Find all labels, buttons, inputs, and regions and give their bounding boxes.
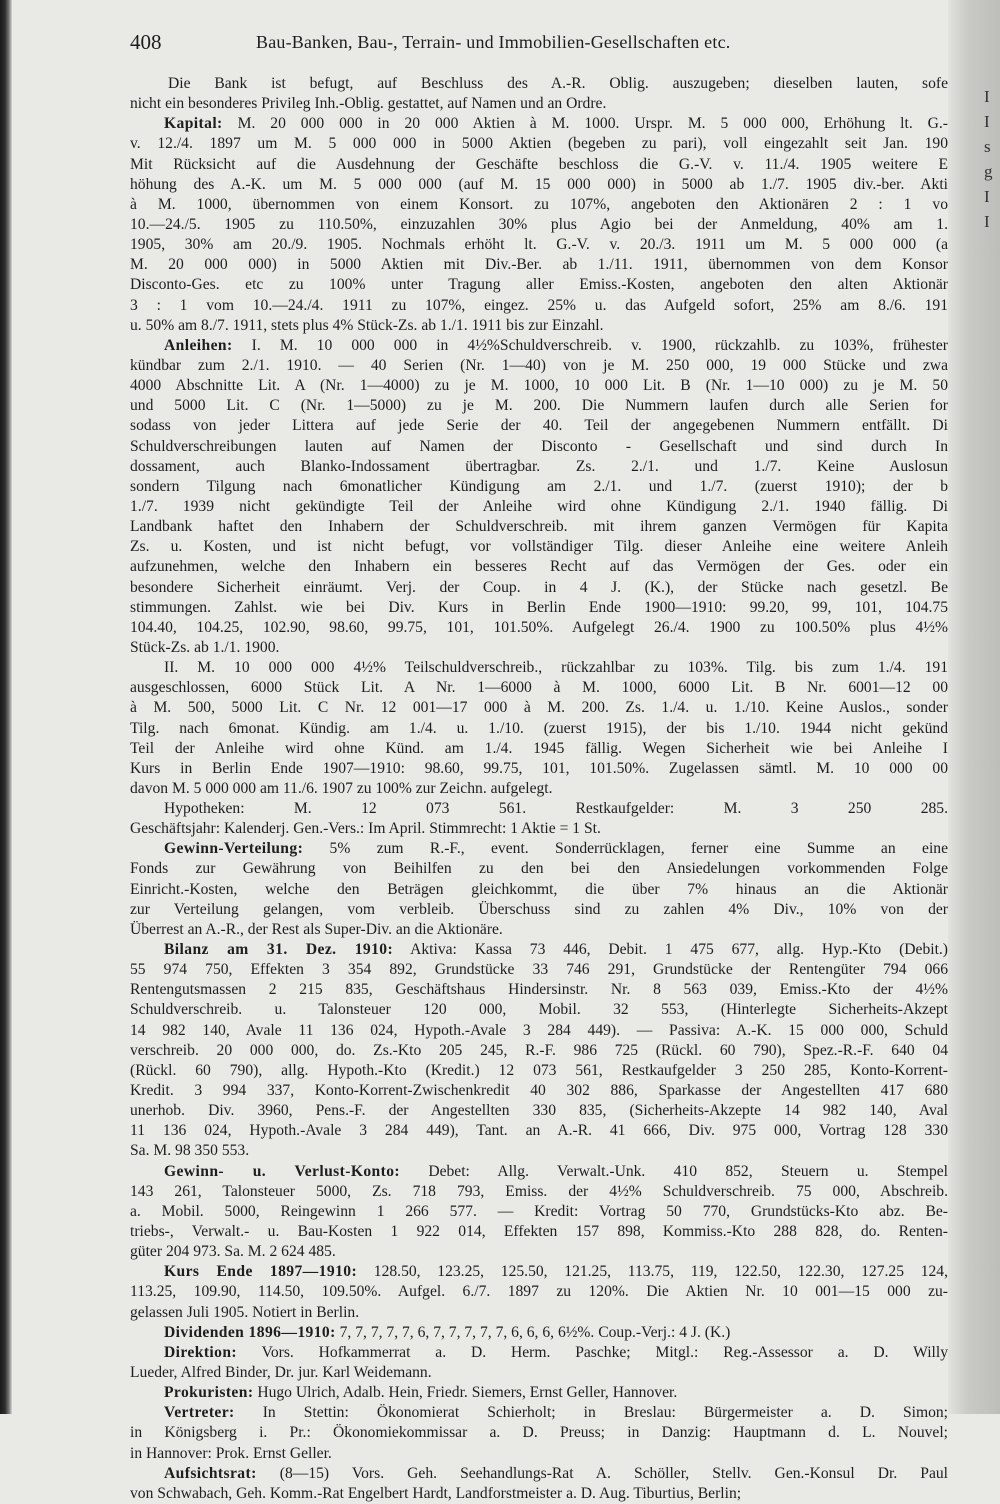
line-text: Vors. Hofkammerrat a. D. Herm. Paschke; Mitgl.: Reg.-Assessor a. D. Willy [261,1343,948,1361]
page-number: 408 [130,30,162,54]
line-text: zur Verteilung gelangen, vom verbleib. Überschuss sind zu zahlen 4% Div., 10% von der [130,900,948,918]
paragraph [130,114,948,336]
text-line [130,1323,948,1343]
line-text: Disconto-Ges. etc zu 100% unter Tragung aller Emiss.-Kosten, angeboten den alten Aktionär [130,276,948,294]
text-line [130,1000,948,1020]
text-line [130,1081,948,1101]
text-line [130,155,948,175]
line-text: Einricht.-Kosten, welche den Beträgen gleichkommt, die über 7% hinaus an die Aktionär [130,880,948,898]
line-text: höhung des A.-K. um M. 5 000 000 (auf M. 15 000 000) in 5000 ab 1./7. 1905 div.-ber. Akti [130,175,948,193]
section-label: Kurs Ende 1897—1910: [164,1263,358,1281]
right-margin-fragments [984,84,994,234]
line-text: Geschäftsjahr: Kalenderj. Gen.-Vers.: Im April. Stimmrecht: 1 Aktie = 1 St. [130,820,601,838]
text-line [130,275,948,295]
text-line [130,1041,948,1061]
text-line [130,296,948,316]
text-line [130,1182,948,1202]
text-line [130,1343,948,1363]
margin-fragment: g [984,162,993,181]
line-text: Hugo Ulrich, Adalb. Hein, Friedr. Siemers, Ernst Geller, Hannover. [257,1384,678,1402]
text-line [130,819,948,839]
document-page [130,30,948,1502]
line-text: Mit Rücksicht auf die Ausdehnung der Geschäfte beschloss die G.-V. v. 11./4. 1905 weitere E [130,155,948,173]
line-text: sondern Tilgung nach 6monatlicher Kündigung am 2./1. und 1./7. (zuerst 1910); der b [130,477,948,495]
text-line [130,638,948,658]
text-line [130,1061,948,1081]
line-text: sodass von jeder Littera auf jede Serie der 40. Teil der angegebenen Nummern entfällt. Di [130,417,948,435]
text-line [130,920,948,940]
text-line [130,477,948,497]
text-line [130,94,948,114]
line-text: Debet: Allg. Verwalt.-Unk. 410 852, Steuern u. Stempel [428,1162,948,1180]
paragraph [130,839,948,940]
line-text: (Rückl. 60 790), allg. Hypoth.-Kto (Kredit.) 12 073 561, Restkaufgelder 3 250 285, Konto-Korrent- [130,1061,948,1079]
section-label: Gewinn- u. Verlust-Konto: [164,1162,401,1180]
text-line [130,1101,948,1121]
text-line [130,759,948,779]
text-line [130,114,948,134]
line-text: Zs. u. Kosten, und ist nicht befugt, vor vollständiger Tilg. dieser Anleihe eine weitere Anleih [130,538,948,556]
line-text: Hypotheken: M. 12 073 561. Restkaufgelder: M. 3 250 285. [164,800,948,818]
line-text: Kredit. 3 994 337, Konto-Korrent-Zwischenkredit 40 302 886, Sparkasse der Angestellten 417 680 [130,1082,948,1100]
line-text: 14 982 140, Avale 11 136 024, Hypoth.-Avale 3 284 449). — Passiva: A.-K. 15 000 000, Schuld [130,1021,948,1039]
line-text: 143 261, Talonsteuer 5000, Zs. 718 793, Emiss. der 4½% Schuldverschreib. 75 000, Abschreib. [130,1182,948,1200]
text-line [130,74,948,94]
text-line [130,598,948,618]
paragraph [130,336,948,658]
text-line [130,416,948,436]
section-label: Prokuristen: [164,1384,254,1402]
line-text: von Schwabach, Geh. Komm.-Rat Engelbert Hardt, Landforstmeister a. D. Aug. Tiburtius, Berlin; [130,1484,742,1502]
line-text: ausgeschlossen, 6000 Stück Lit. A Nr. 1—6000 à M. 1000, 6000 Lit. B Nr. 6001—12 00 [130,679,948,697]
line-text: 3 : 1 vom 10.—24./4. 1911 zu 107%, eingez. 25% u. das Aufgeld sofort, 25% am 8./6. 191 [130,296,948,314]
text-line [130,578,948,598]
line-text: Kurs in Berlin Ende 1907—1910: 98.60, 99.75, 101, 101.50%. Zugelassen sämtl. M. 10 000 00 [130,759,948,777]
line-text: Überrest an A.-R., der Rest als Super-Div. an die Aktionäre. [130,920,503,938]
line-text: unerhob. Div. 3960, Pens.-F. der Angestellten 330 835, (Sicherheits-Akzepte 14 982 140, Aval [130,1102,948,1120]
line-text: in Hannover: Prok. Ernst Geller. [130,1444,332,1462]
text-line [130,980,948,1000]
section-label: Vertreter: [164,1404,235,1422]
margin-fragment: s [984,137,991,156]
line-text: 128.50, 123.25, 125.50, 121.25, 113.75, 119, 122.50, 122.30, 127.25 124, [373,1263,948,1281]
paragraph [130,658,948,799]
line-text: 11 136 024, Hypoth.-Avale 3 284 449), Tant. an A.-R. 41 666, Div. 975 000, Vortrag 128 330 [130,1122,948,1140]
line-text: Lueder, Alfred Binder, Dr. jur. Karl Weidemann. [130,1364,432,1381]
line-text: à M. 1000, übernommen von einem Konsort. zu 107%, angeboten den Aktionären 2 : 1 vo [130,195,948,213]
text-line [130,739,948,759]
line-text: dossament, auch Blanko-Indossament übertragbar. Zs. 2./1. und 1./7. Keine Auslosun [130,457,948,475]
text-line [130,1202,948,1222]
text-line [130,457,948,477]
text-line [130,960,948,980]
text-line [130,698,948,718]
text-line [130,517,948,537]
text-line [130,537,948,557]
text-line [130,839,948,859]
text-line [130,1444,948,1464]
text-line [130,880,948,900]
line-text: Landbank haftet den Inhabern der Schuldverschreib. mit ihrem ganzen Vermögen für Kapita [130,518,948,536]
text-line [130,1021,948,1041]
section-label: Kapital: [164,115,223,133]
text-line [130,316,948,336]
scan-left-edge [0,0,12,1414]
text-line [130,1121,948,1141]
line-text: in Königsberg i. Pr.: Ökonomiekommissar a. D. Preuss; in Danzig: Hauptmann d. L. Nouvel; [130,1424,948,1442]
text-line [130,1282,948,1302]
section-label: Direktion: [164,1343,238,1361]
line-text: Aktiva: Kassa 73 446, Debit. 1 475 677, allg. Hyp.-Kto (Debit.) [410,941,948,959]
line-text: 113.25, 109.90, 114.50, 109.50%. Aufgel. 6./7. 1897 zu 120%. Die Aktien Nr. 10 001—15 000 zu- [130,1283,948,1301]
line-text: 7, 7, 7, 7, 7, 6, 7, 7, 7, 7, 7, 6, 6, 6, 6½%. Coup.-Verj.: 4 J. (K.) [339,1323,731,1341]
text-line [130,779,948,799]
line-text: II. M. 10 000 000 4½% Teilschuldverschreib., rückzahlbar zu 103%. Tilg. bis zum 1./4. 191 [164,659,948,677]
text-line [130,437,948,457]
paragraph [130,1403,948,1463]
paragraph [130,1383,948,1403]
section-label: Gewinn-Verteilung: [164,840,304,858]
text-line [130,1222,948,1242]
line-text: gelassen Juli 1905. Notiert in Berlin. [130,1303,360,1321]
line-text: güter 204 973. Sa. M. 2 624 485. [130,1243,336,1261]
margin-fragment: I [984,87,990,106]
page-header [130,30,948,60]
line-text: (8—15) Vors. Geh. Seehandlungs-Rat A. Schöller, Stellv. Gen.-Konsul Dr. Paul [279,1464,948,1482]
text-line [130,557,948,577]
paragraph [130,1464,948,1504]
margin-fragment: I [984,212,990,231]
line-text: 10.—24./5. 1905 zu 110.50%, einzuzahlen 30% plus Agio bei der Anmeldung, 40% am 1. [130,215,948,233]
line-text: besondere Sicherheit einräumt. Verj. der Coup. in 4 J. (K.), der Stücke nach gesetzl. Be [130,578,948,596]
line-text: nicht ein besonderes Privileg Inh.-Oblig. gestattet, auf Namen und an Ordre. [130,95,607,113]
line-text: a. Mobil. 5000, Reingewinn 1 266 577. — Kredit: Vortrag 50 770, Grundstücks-Kto abz. Be- [130,1202,948,1220]
text-line [130,497,948,517]
line-text: Die Bank ist befugt, auf Beschluss des A.-R. Oblig. auszugeben; dieselben lauten, sofe [168,75,948,92]
section-label: Anleihen: [164,336,233,354]
line-text: 104.40, 104.25, 102.90, 98.60, 99.75, 101, 101.50%. Aufgelegt 26./4. 1900 zu 100.50% plus 4½% [130,618,948,636]
text-line [130,678,948,698]
running-title: Bau-Banken, Bau-, Terrain- und Immobilien-Gesellschaften etc. [256,32,731,52]
text-line [130,859,948,879]
line-text: Schuldverschreibungen lauten auf Namen der Disconto - Gesellschaft und sind durch In [130,437,948,455]
text-line [130,618,948,638]
text-line [130,1484,948,1504]
text-line [130,1303,948,1323]
paragraph [130,1323,948,1343]
text-line [130,1403,948,1423]
line-text: Teil der Anleihe wird ohne Künd. am 1./4. 1945 fällig. Wegen Sicherheit wie bei Anleihe I [130,739,948,757]
text-line [130,215,948,235]
text-line [130,940,948,960]
text-line [130,336,948,356]
line-text: M. 20 000 000) in 5000 Aktien mit Div.-Ber. ab 1./11. 1911, übernommen von dem Konsor [130,256,948,274]
text-line [130,356,948,376]
text-line [130,1423,948,1443]
margin-fragment: I [984,187,990,206]
paragraph [130,1262,948,1322]
text-line [130,1464,948,1484]
text-line [130,799,948,819]
text-line [130,1383,948,1403]
line-text: à M. 500, 5000 Lit. C Nr. 12 001—17 000 à M. 200. Zs. 1./4. u. 1./10. Keine Auslos., sonder [130,699,948,717]
line-text: davon M. 5 000 000 am 11./6. 1907 zu 100% zur Zeichn. aufgelegt. [130,779,553,797]
text-line [130,1162,948,1182]
line-text: aufzunehmen, welche den Inhabern ein besseres Recht auf das Vermögen der Ges. oder ein [130,558,948,576]
paragraph [130,1162,948,1263]
line-text: und 5000 Lit. C (Nr. 1—5000) zu je M. 200. Die Nummern laufen durch alle Serien for [130,397,948,415]
line-text: triebs-, Verwalt.- u. Bau-Kosten 1 922 014, Effekten 157 898, Kommiss.-Kto 288 828, do. Renten- [130,1223,948,1241]
text-line [130,900,948,920]
paragraph [130,1343,948,1383]
text-line [130,235,948,255]
text-line [130,1262,948,1282]
line-text: 1905, 30% am 20./9. 1905. Nochmals erhöht lt. G.-V. v. 20./3. 1911 um M. 5 000 000 (a [130,236,948,254]
line-text: verschreib. 20 000 000, do. Zs.-Kto 205 245, R.-F. 986 725 (Rückl. 60 790), Spez.-R.-F. 640 04 [130,1041,948,1059]
line-text: 5% zum R.-F., event. Sonderrücklagen, ferner eine Summe an eine [329,840,948,858]
line-text: Fonds zur Gewährung von Beihilfen zu den bei den Ansiedelungen vorkommenden Folge [130,860,948,878]
line-text: kündbar zum 2./1. 1910. — 40 Serien (Nr. 1—40) von je M. 250 000, 19 000 Stücke und zwa [130,356,948,374]
line-text: Rentengutsmassen 2 215 835, Geschäftshaus Hindersinstr. Nr. 8 563 039, Emiss.-Kto der 4½% [130,981,948,999]
text-line [130,134,948,154]
line-text: I. M. 10 000 000 in 4½%Schuldverschreib. v. 1900, rückzahlb. zu 103%, frühester [251,336,948,354]
text-line [130,396,948,416]
line-text: Sa. M. 98 350 553. [130,1142,250,1160]
text-line [130,175,948,195]
text-line [130,658,948,678]
text-line [130,719,948,739]
line-text: 1./7. 1939 nicht gekündigte Teil der Anleihe wird ohne Kündigung 2./1. 1940 fällig. Di [130,497,948,515]
paragraph [130,74,948,114]
text-line [130,1141,948,1161]
line-text: 4000 Abschnitte Lit. A (Nr. 1—4000) zu je M. 1000, 10 000 Lit. B (Nr. 1—10 000) zu je M. 50 [130,377,948,395]
text-line [130,255,948,275]
section-label: Dividenden 1896—1910: [164,1323,336,1341]
line-text: v. 12./4. 1897 um M. 5 000 000 in 5000 Aktien (begeben zu pari), voll eingezahlt seit Jan. 190 [130,135,948,153]
margin-fragment: I [984,112,990,131]
section-label: Aufsichtsrat: [164,1464,257,1482]
section-label: Bilanz am 31. Dez. 1910: [164,941,394,959]
line-text: stimmungen. Zahlst. wie bei Div. Kurs in Berlin Ende 1900—1910: 99.20, 99, 101, 104.75 [130,598,948,616]
text-line [130,1363,948,1383]
text-line [130,195,948,215]
paragraph [130,940,948,1162]
text-line [130,376,948,396]
line-text: u. 50% am 8./7. 1911, stets plus 4% Stück-Zs. ab 1./1. 1911 bis zur Einzahl. [130,316,604,334]
line-text: 55 974 750, Effekten 3 354 892, Grundstücke 33 746 291, Grundstücke der Rentengüter 794 066 [130,961,948,979]
line-text: Schuldverschreib. u. Talonsteuer 120 000, Mobil. 32 553, (Hinterlegte Sicherheits-Akzept [130,1001,948,1019]
line-text: Stück-Zs. ab 1./1. 1900. [130,638,280,656]
line-text: Tilg. nach 6monat. Kündig. am 1./4. u. 1./10. (zuerst 1915), der bis 1./10. 1944 nicht gekünd [130,719,948,737]
line-text: M. 20 000 000 in 20 000 Aktien à M. 1000. Urspr. M. 5 000 000, Erhöhung lt. G.- [237,115,948,133]
document-body [130,74,948,1504]
paragraph [130,799,948,839]
text-line [130,1242,948,1262]
line-text: In Stettin: Ökonomierat Schierholt; in Breslau: Bürgermeister a. D. Simon; [262,1404,948,1422]
